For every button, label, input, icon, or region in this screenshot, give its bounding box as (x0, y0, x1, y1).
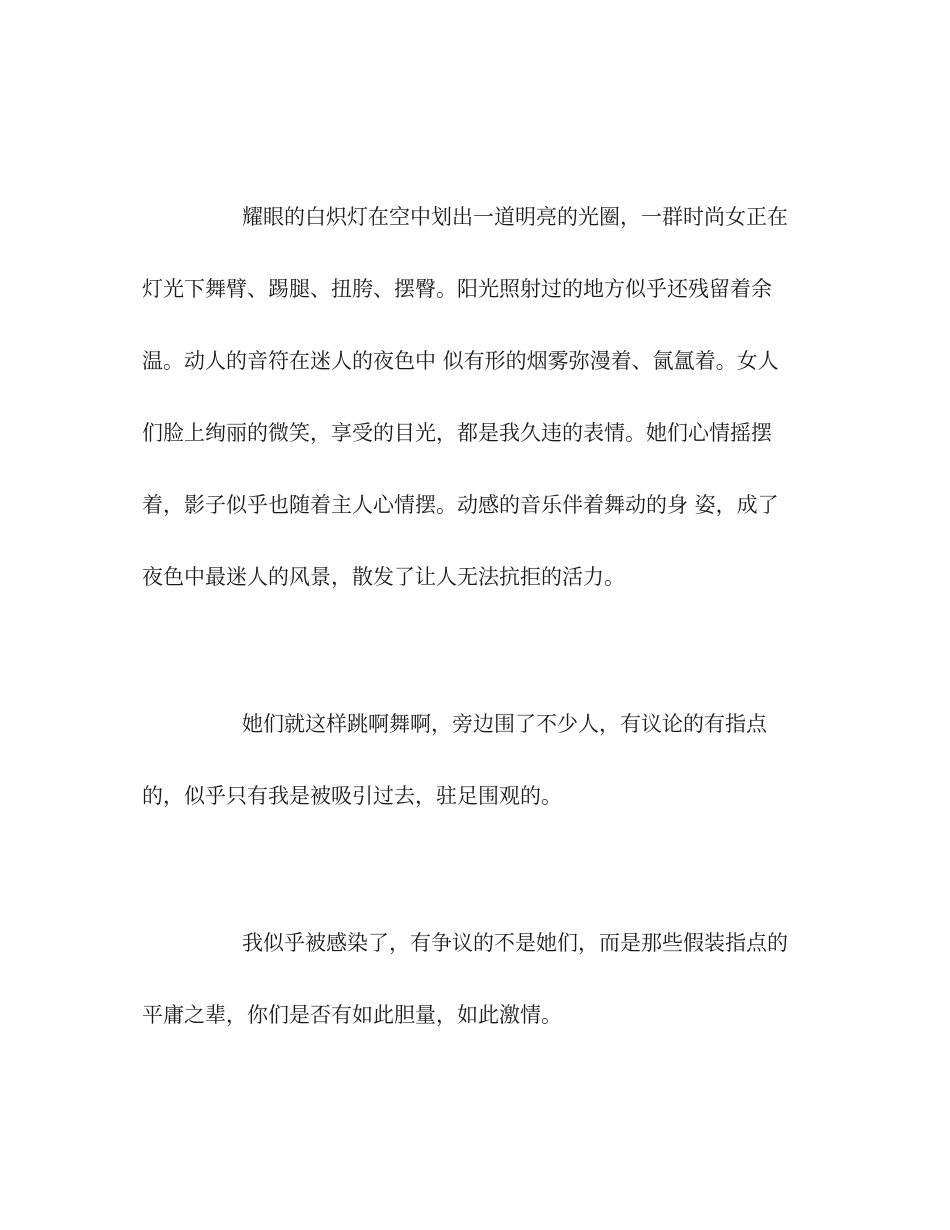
paragraph-3-line-2: 平庸之辈，你们是否有如此胆量，如此激情。 (142, 1003, 562, 1027)
paragraph-1-line-3: 温。动人的音符在迷人的夜色中 似有形的烟雾弥漫着、氤氲着。女人 (142, 349, 779, 373)
paragraph-3-line-1: 我似乎被感染了，有争议的不是她们，而是那些假装指点的 (242, 931, 788, 955)
paragraph-1-line-4: 们脸上绚丽的微笑，享受的目光，都是我久违的表情。她们心情摇摆 (142, 421, 772, 445)
paragraph-1-line-5: 着，影子似乎也随着主人心情摆。动感的音乐伴着舞动的身 姿，成了 (142, 493, 779, 517)
paragraph-1-line-6: 夜色中最迷人的风景，散发了让人无法抗拒的活力。 (142, 565, 625, 589)
paragraph-1-line-2: 灯光下舞臂、踢腿、扭胯、摆臀。阳光照射过的地方似乎还残留着余 (142, 277, 772, 301)
paragraph-2-line-1: 她们就这样跳啊舞啊，旁边围了不少人，有议论的有指点 (242, 712, 767, 736)
paragraph-1-line-1: 耀眼的白炽灯在空中划出一道明亮的光圈，一群时尚女正在 (242, 205, 788, 229)
paragraph-2-line-2: 的，似乎只有我是被吸引过去，驻足围观的。 (142, 784, 562, 808)
